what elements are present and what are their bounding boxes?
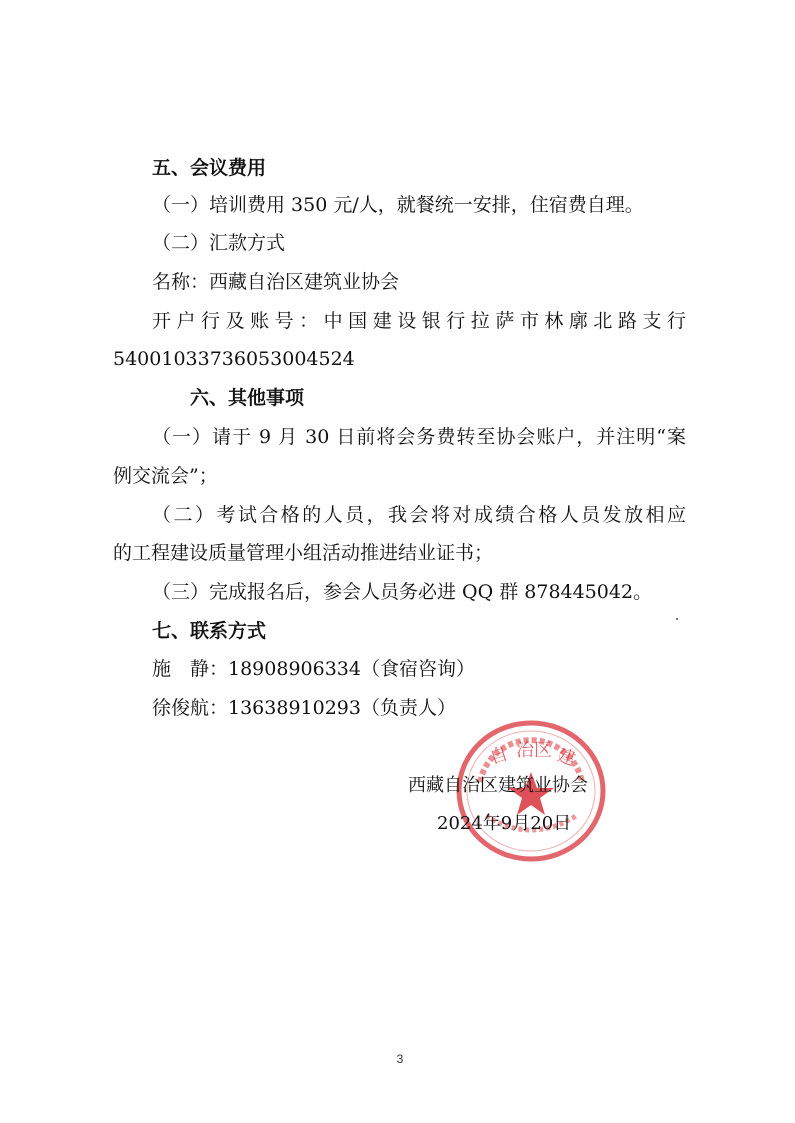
section-5-item-1: （一）培训费用 350 元/人，就餐统一安排，住宿费自理。	[152, 194, 644, 216]
section-6-item-1-line-1: （一）请于 9 月 30 日前将会务费转至协会账户，并注明“案	[152, 426, 686, 448]
bank-account-line: 开户行及账号：中国建设银行拉萨市林廓北路支行	[152, 310, 686, 332]
section-6-item-2-line-2: 的工程建设质量管理小组活动推进结业证书；	[113, 542, 494, 564]
contact-2: 徐俊航：13638910293（负责人）	[152, 697, 456, 719]
svg-text:建: 建	[554, 744, 579, 771]
contact-1: 施 静：18908906334（食宿咨询）	[152, 658, 475, 680]
section-6-item-3: （三）完成报名后，参会人员务必进 QQ 群 878445042。	[152, 581, 653, 603]
section-6-heading: 六、其他事项	[190, 387, 305, 409]
payee-name: 名称：西藏自治区建筑业协会	[152, 271, 400, 293]
signature-organization: 西藏自治区建筑业协会	[408, 775, 588, 796]
section-6-item-1-line-2: 例交流会”；	[113, 465, 218, 487]
scan-speck	[676, 618, 678, 620]
page-number: 3	[396, 1052, 404, 1066]
svg-text:治区: 治区	[516, 740, 552, 761]
section-7-heading: 七、联系方式	[152, 620, 267, 642]
account-number: 5400103373605300452​4	[113, 348, 355, 370]
svg-text:自: 自	[487, 743, 511, 769]
section-5-item-2: （二）汇款方式	[152, 232, 286, 254]
section-5-heading: 五、会议费用	[152, 157, 267, 179]
signature-date: 2024年9月20日	[437, 813, 572, 834]
section-6-item-2-line-1: （二）考试合格的人员，我会将对成绩合格人员发放相应	[152, 504, 686, 526]
